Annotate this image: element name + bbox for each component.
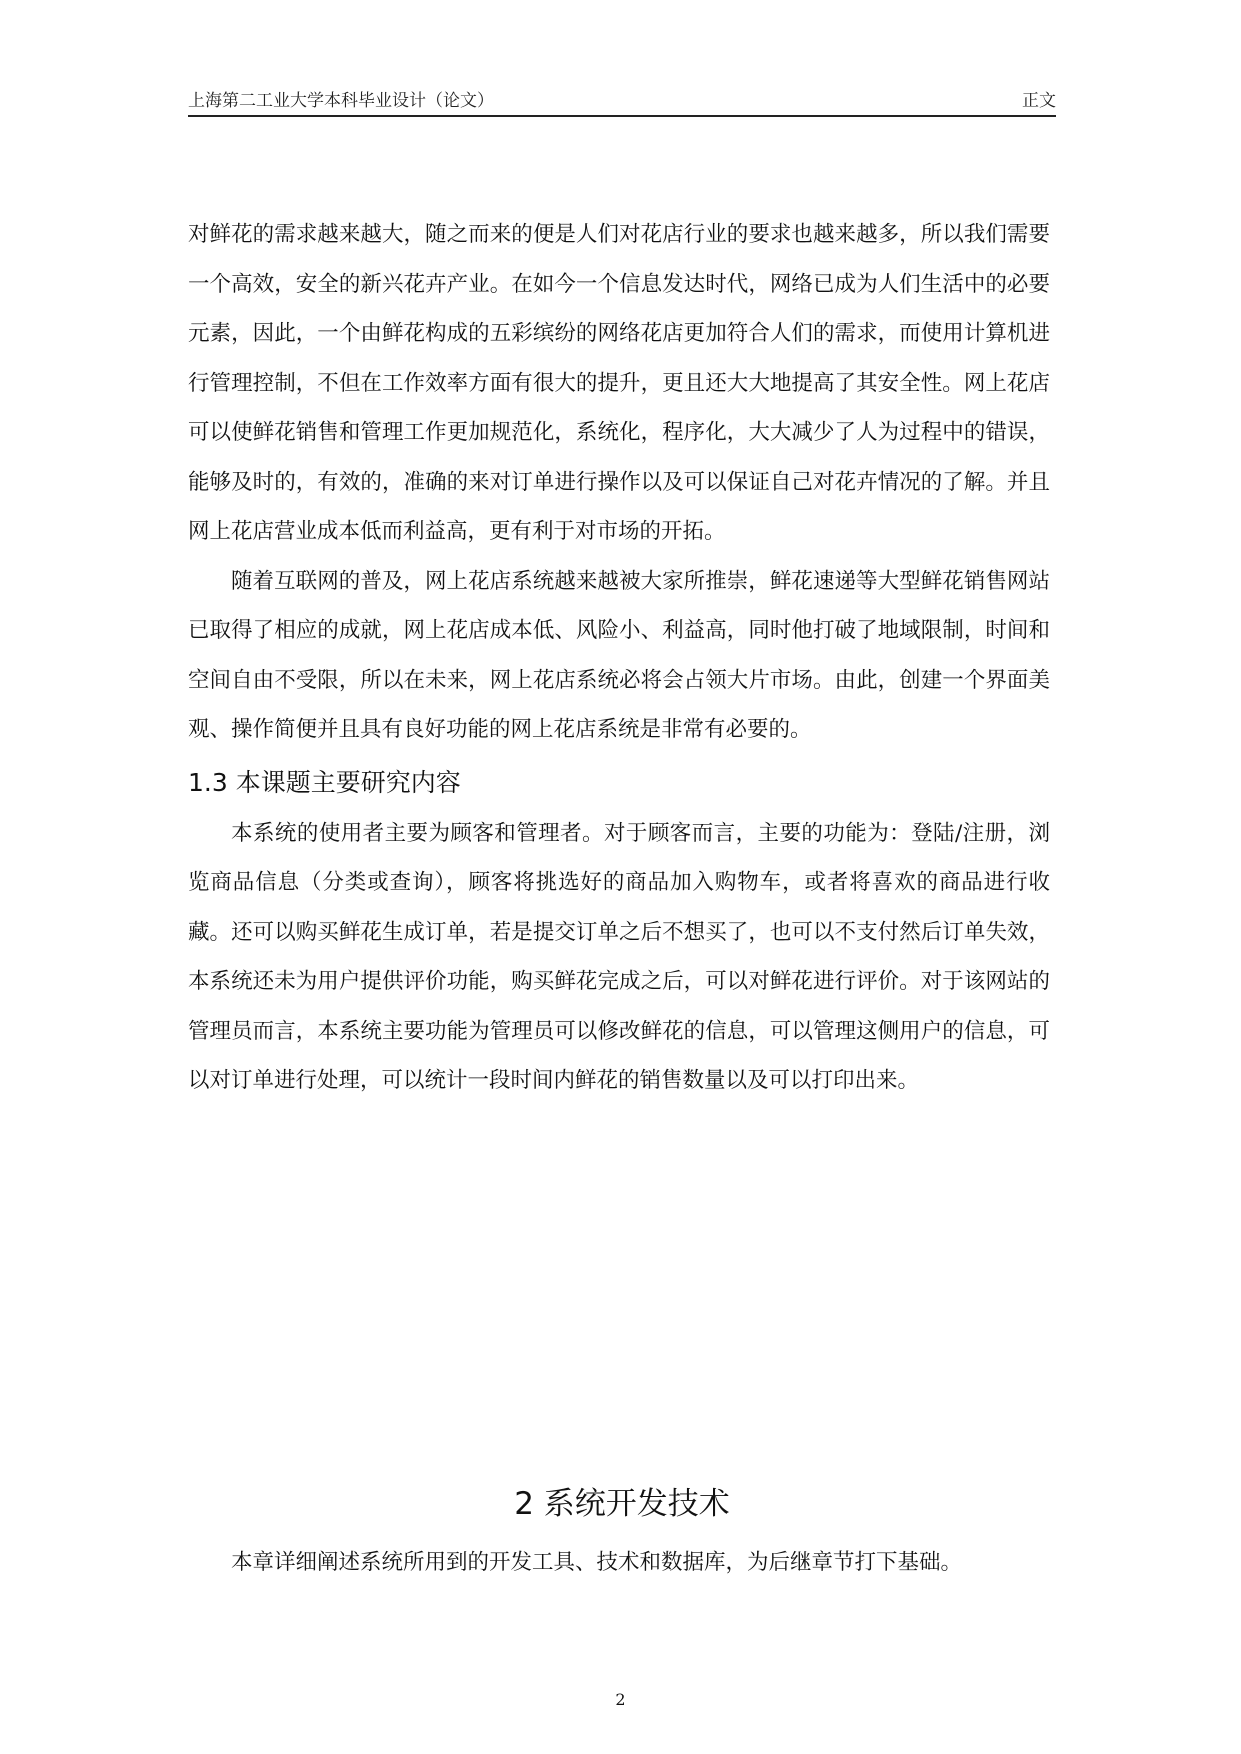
chapter-intro: 本章详细阐述系统所用到的开发工具、技术和数据库，为后继章节打下基础。 — [231, 1550, 963, 1575]
paragraph-continued: 对鲜花的需求越来越大，随之而来的便是人们对花店行业的要求也越来越多，所以我们需要一个高效，安全的新兴花卉产业。在如今一个信息发达时代，网络已成为人们生活中的必要元素，因此，一个由鲜花构成的五彩缤纷的网络花店更加符合人们的需求，而使用计算机进行管理控制，不但在工作效率方面有很大的提升，更且还大大地提高了其安全性。网上花店可以使鲜花销售和管理工作更加规范化，系统化，程序化，大大减少了人为过程中的错误，能够及时的，有效的，准确的来对订单进行操作以及可以保证自己对花卉情况的了解。并且网上花店营业成本低而利益高，更有利于对市场的开拓。 — [188, 222, 1050, 544]
header-rule — [188, 115, 1056, 117]
running-header — [188, 86, 1056, 114]
body-text — [188, 210, 1050, 1106]
chapter-title: 2 系统开发技术 — [514, 1486, 730, 1522]
header-university-title: 上海第二工业大学本科毕业设计（论文） — [188, 91, 494, 111]
page-number: 2 — [615, 1690, 626, 1709]
paragraph-research-content: 本系统的使用者主要为顾客和管理者。对于顾客而言，主要的功能为：登陆/注册，浏览商品信息（分类或查询），顾客将挑选好的商品加入购物车，或者将喜欢的商品进行收藏。还可以购买鲜花生成订单，若是提交订单之后不想买了，也可以不支付然后订单失效，本系统还未为用户提供评价功能，购买鲜花完成之后，可以对鲜花进行评价。对于该网站的管理员而言，本系统主要功能为管理员可以修改鲜花的信息，可以管理这侧用户的信息，可以对订单进行处理，可以统计一段时间内鲜花的销售数量以及可以打印出来。 — [188, 820, 1050, 1093]
header-section-label: 正文 — [1022, 91, 1056, 111]
paragraph-internet: 随着互联网的普及，网上花店系统越来越被大家所推崇，鲜花速递等大型鲜花销售网站已取得了相应的成就，网上花店成本低、风险小、利益高，同时他打破了地域限制，时间和空间自由不受限，所以在未来，网上花店系统必将会占领大片市场。由此，创建一个界面美观、操作简便并且具有良好功能的网上花店系统是非常有必要的。 — [188, 568, 1050, 742]
section-heading: 1.3 本课题主要研究内容 — [188, 767, 461, 797]
